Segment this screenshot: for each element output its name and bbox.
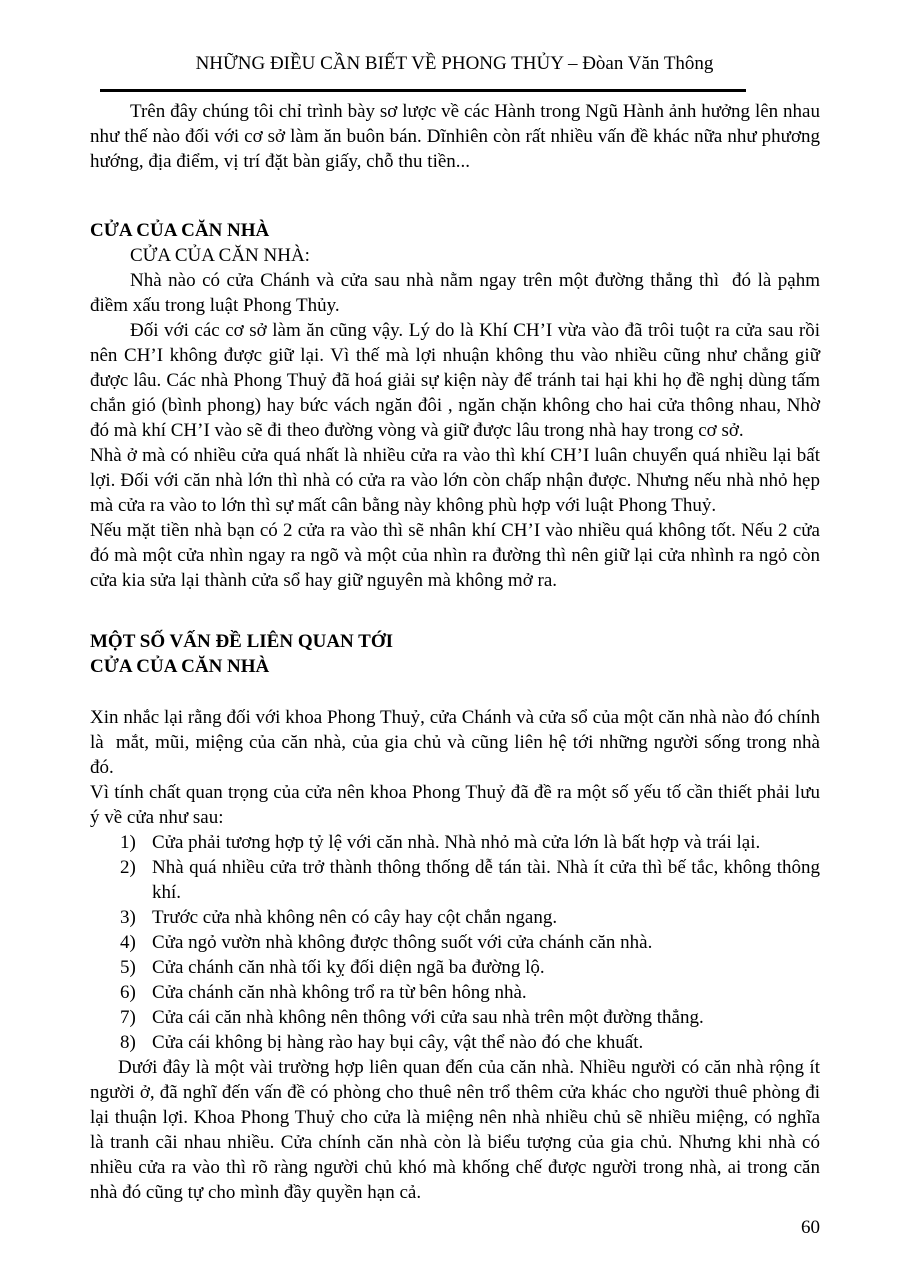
section1-paragraph-2: Đối với các cơ sở làm ăn cũng vậy. Lý do là Khí CH’I vừa vào đã trôi tuột ra cửa sau rồi nên CH’I không được giữ lại. Vì thế mà lợi nhuận không thu vào nhiều cũng như chẳng giữ được lâu. Các nhà Phong Thuỷ đã hoá giải sự kiện này để tránh tai hại khi họ đề nghị dùng tấm chắn gió (bình phong) hay bức vách ngăn đôi , ngăn chặn không cho hai cửa thông nhau, Nhờ đó mà khí CH’I vào sẽ đi theo đường vòng và giữ được lâu trong nhà hay trong cơ sở. (90, 320, 825, 441)
intro-paragraph: Trên đây chúng tôi chỉ trình bày sơ lược về các Hành trong Ngũ Hành ảnh hưởng lên nhau như thế nào đối với cơ sở làm ăn buôn bán. Dĩnhiên còn rất nhiều vấn đề khác nữa như phương hướng, địa điểm, vị trí đặt bàn giấy, chỗ thu tiền... (90, 101, 825, 172)
list-item-text: Cửa chánh căn nhà không trổ ra từ bên hông nhà. (152, 982, 527, 1003)
list-item-text: Cửa cái không bị hàng rào hay bụi cây, vật thể nào đó che khuất. (152, 1032, 644, 1053)
section1-paragraph-1: Nhà nào có cửa Chánh và cửa sau nhà nằm ngay trên một đường thẳng thì đó là pạhm điềm xấu trong luật Phong Thủy. (90, 270, 825, 316)
list-item-number: 7) (120, 1007, 136, 1028)
list-item (90, 905, 820, 930)
section1-heading: CỬA CỦA CĂN NHÀ (90, 220, 270, 241)
page-body (90, 99, 825, 1205)
list-item (90, 930, 820, 955)
list-item (90, 980, 820, 1005)
list-item-number: 2) (120, 857, 136, 878)
page-header (0, 0, 909, 92)
section2-paragraph-3: Dưới đây là một vài trường hợp liên quan đến của căn nhà. Nhiều người có căn nhà rộng ít người ở, đã nghĩ đến vấn đề có phòng cho thuê nên trổ thêm cửa khác cho người thuê phòng đi lại thuận lợi. Khoa Phong Thuỷ cho cửa là miệng nên nhà nhiều chủ sẽ nhiều miệng, có nghĩa là tranh cãi nhau nhiều. Cửa chính căn nhà còn là biểu tượng của gia chủ. Nhưng khi nhà có nhiều cửa ra vào thì rõ ràng người chủ khó mà khống chế được người trong nhà, ai trong căn nhà đó cũng tự cho mình đầy quyền hạn cả. (90, 1057, 825, 1203)
section2-paragraph-2: Vì tính chất quan trọng của cửa nên khoa Phong Thuỷ đã đề ra một số yếu tố cần thiết phải lưu ý về cửa như sau: (90, 782, 825, 828)
list-item-number: 1) (120, 832, 136, 853)
list-item-text: Cửa phải tương hợp tỷ lệ với căn nhà. Nhà nhỏ mà cửa lớn là bất hợp và trái lại. (152, 832, 761, 853)
list-item-text: Nhà quá nhiều cửa trở thành thông thống dễ tán tài. Nhà ít cửa thì bế tắc, không thông khí. (152, 857, 825, 903)
list-item-number: 3) (120, 907, 136, 928)
list-item (90, 1030, 820, 1055)
header-divider (100, 89, 746, 92)
list-item-text: Cửa chánh căn nhà tối kỵ đối diện ngã ba đường lộ. (152, 957, 545, 978)
section1-paragraph-3: Nhà ở mà có nhiều cửa quá nhất là nhiều cửa ra vào thì khí CH’I luân chuyển quá nhiều lại bất lợi. Đối với căn nhà lớn thì nhà có cửa ra vào lớn còn chấp nhận được. Nhưng nếu nhà nhỏ hẹp mà cửa ra vào to lớn thì sự mất cân bằng này không phù hợp với luật Phong Thuỷ. (90, 445, 825, 516)
list-item (90, 955, 820, 980)
section2-heading-line2: CỬA CỦA CĂN NHÀ (90, 656, 270, 677)
section1-paragraph-4: Nếu mặt tiền nhà bạn có 2 cửa ra vào thì sẽ nhân khí CH’I vào nhiều quá không tốt. Nếu 2 cửa đó mà một cửa nhìn ngay ra ngõ và một của nhìn ra đường thì nên giữ lại cửa nhình ra ngỏ còn cửa kia sửa lại thành cửa sổ hay giữ nguyên mà không mở ra. (90, 520, 825, 591)
list-item (90, 1005, 820, 1030)
list-item (90, 830, 820, 855)
section1-subheading: CỬA CỦA CĂN NHÀ: (130, 245, 310, 266)
list-item-number: 6) (120, 982, 136, 1003)
list-item-number: 4) (120, 932, 136, 953)
list-item-number: 8) (120, 1032, 136, 1053)
list-item (90, 855, 825, 905)
section2-heading-line1: MỘT SỐ VẤN ĐỀ LIÊN QUAN TỚI (90, 631, 394, 652)
list-item-text: Trước cửa nhà không nên có cây hay cột chắn ngang. (152, 907, 558, 928)
list-item-number: 5) (120, 957, 136, 978)
page-number: 60 (801, 1217, 820, 1238)
list-item-text: Cửa cái căn nhà không nên thông với cửa sau nhà trên một đường thẳng. (152, 1007, 704, 1028)
list-item-text: Cửa ngỏ vườn nhà không được thông suốt với cửa chánh căn nhà. (152, 932, 653, 953)
section2-paragraph-1: Xin nhắc lại rằng đối với khoa Phong Thuỷ, cửa Chánh và cửa sổ của một căn nhà nào đó chính là mắt, mũi, miệng của căn nhà, của gia chủ và cũng liên hệ tới những người sống trong nhà đó. (90, 707, 825, 778)
page-header-title: NHỮNG ĐIỀU CẦN BIẾT VỀ PHONG THỦY – Đòan Văn Thông (195, 53, 714, 74)
door-rules-list (90, 830, 825, 1055)
